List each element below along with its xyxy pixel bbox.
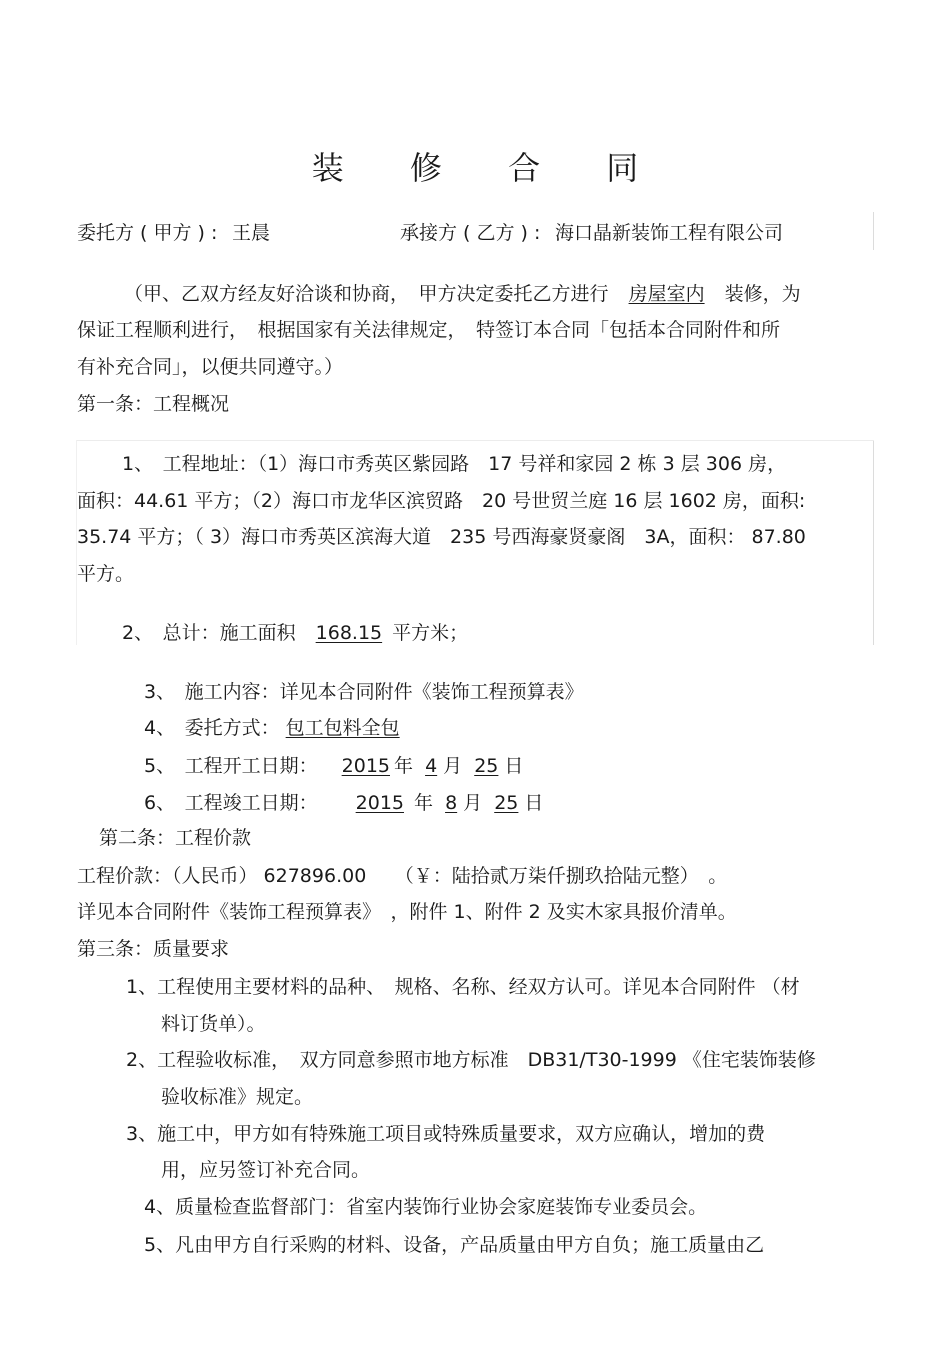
article-2-heading: 第二条：工程价款 bbox=[99, 827, 252, 849]
contractor-name: 海口晶新装饰工程有限公司 bbox=[555, 222, 784, 244]
total-area-suffix: 平方米； bbox=[392, 622, 469, 644]
scan-line bbox=[873, 440, 874, 645]
total-area-line bbox=[122, 621, 468, 645]
quality-item-3-line-1: 3、施工中，甲方如有特殊施工项目或特殊质量要求，双方应确认，增加的费 bbox=[126, 1123, 766, 1145]
start-month: 4 bbox=[425, 755, 438, 777]
day-label: 日 bbox=[524, 792, 544, 814]
address-line-2: 面积：44.61 平方；（2）海口市龙华区滨贸路 20 号世贸兰庭 16 层 1602 房，面积: bbox=[77, 490, 806, 512]
price-line: 工程价款：（人民币） 627896.00 （￥：陆拾贰万柒仟捌玖拾陆元整） 。 bbox=[77, 865, 728, 887]
document-title: 装 修 合 同 bbox=[311, 149, 667, 187]
end-date-line bbox=[144, 791, 543, 815]
scan-line bbox=[76, 440, 874, 441]
day-label: 日 bbox=[504, 755, 524, 777]
month-label: 月 bbox=[463, 792, 483, 814]
contract-mode-value: 包工包料全包 bbox=[285, 717, 400, 739]
address-line-1: 1、 工程地址：（1）海口市秀英区紫园路 17 号祥和家园 2 栋 3 层 306 房， bbox=[122, 453, 787, 475]
total-area-value: 168.15 bbox=[315, 622, 383, 644]
address-line-4: 平方。 bbox=[77, 563, 135, 585]
quality-item-3-line-2: 用，应另签订补充合同。 bbox=[161, 1159, 371, 1181]
quality-item-5: 5、凡由甲方自行采购的材料、设备，产品质量由甲方自负；施工质量由乙 bbox=[144, 1234, 765, 1256]
contract-mode-line bbox=[144, 716, 412, 740]
total-area-prefix: 2、 总计：施工面积 bbox=[122, 622, 296, 644]
client-name: 王晨 bbox=[232, 222, 271, 244]
month-label: 月 bbox=[443, 755, 463, 777]
article-1-heading: 第一条：工程概况 bbox=[77, 393, 230, 415]
end-year: 2015 bbox=[355, 792, 404, 814]
scope-line: 3、 施工内容：详见本合同附件《装饰工程预算表》 bbox=[144, 681, 584, 703]
client-label: 委托方 ( 甲方 ) : bbox=[77, 222, 218, 244]
year-label: 年 bbox=[414, 792, 434, 814]
quality-item-2-line-1: 2、工程验收标准， 双方同意参照市地方标准 DB31/T30-1999 《住宅装饰装修 bbox=[126, 1049, 816, 1071]
preamble-text: （甲、乙双方经友好洽谈和协商， 甲方决定委托乙方进行 bbox=[124, 283, 609, 305]
start-year: 2015 bbox=[341, 755, 390, 777]
address-line-3: 35.74 平方；（ 3）海口市秀英区滨海大道 235 号西海豪贤豪阁 3A，面积： 87.80 bbox=[77, 526, 806, 548]
preamble-text: 装修，为 bbox=[724, 283, 801, 305]
preamble-line-1 bbox=[124, 282, 801, 306]
article-3-heading: 第三条：质量要求 bbox=[77, 938, 230, 960]
end-month: 8 bbox=[445, 792, 458, 814]
quality-item-4: 4、质量检查监督部门：省室内装饰行业协会家庭装饰专业委员会。 bbox=[144, 1196, 708, 1218]
contractor-label: 承接方 ( 乙方 ) : bbox=[400, 222, 541, 244]
scan-line bbox=[873, 212, 874, 250]
quality-item-2-line-2: 验收标准》规定。 bbox=[161, 1086, 314, 1108]
start-day: 25 bbox=[474, 755, 499, 777]
preamble-line-2: 保证工程顺利进行， 根据国家有关法律规定， 特签订本合同「包括本合同附件和所 bbox=[77, 319, 781, 341]
end-date-prefix: 6、 工程竣工日期： bbox=[144, 792, 318, 814]
renovation-type: 房屋室内 bbox=[628, 283, 705, 305]
quality-item-1-line-2: 料订货单）。 bbox=[161, 1013, 266, 1035]
quality-item-1-line-1: 1、工程使用主要材料的品种、 规格、名称、经双方认可。详见本合同附件 （材 bbox=[126, 976, 800, 998]
end-day: 25 bbox=[494, 792, 519, 814]
price-detail-line: 详见本合同附件《装饰工程预算表》 ，附件 1、附件 2 及实木家具报价清单。 bbox=[77, 901, 737, 923]
start-date-line bbox=[144, 754, 523, 778]
contract-mode-prefix: 4、 委托方式： bbox=[144, 717, 280, 739]
year-label: 年 bbox=[394, 755, 414, 777]
start-date-prefix: 5、 工程开工日期： bbox=[144, 755, 318, 777]
preamble-line-3: 有补充合同」，以便共同遵守。） bbox=[77, 356, 344, 378]
